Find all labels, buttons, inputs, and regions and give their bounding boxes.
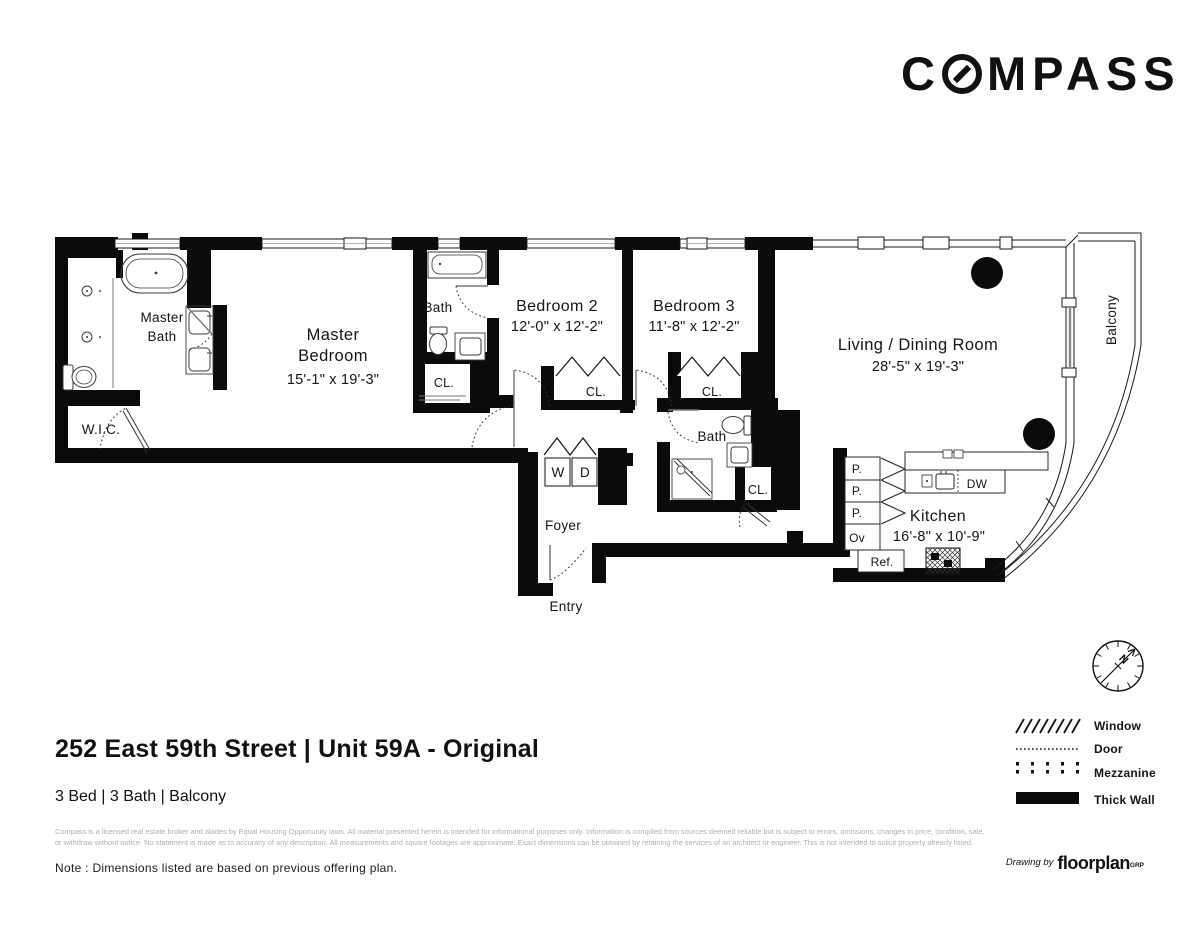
compass-rose-north-label: N <box>1116 652 1131 667</box>
logo-text-suffix: MPASS <box>986 47 1181 100</box>
label-balcony: Balcony <box>1104 294 1119 346</box>
label-dishwasher: DW <box>966 477 988 491</box>
floorplan-logo: floorplan <box>1057 853 1130 873</box>
legend-mezzanine-symbol <box>1016 762 1079 774</box>
legal-disclaimer-line1: Compass is a licensed real estate broker and abides by Equal Housing Opportunity laws. All material presented herein is intended for informational purposes only. Information is compiled from sources deemed reliable but is subject to errors, omissions, changes in price, condition, sale, <box>55 827 985 836</box>
drawing-credit <box>1006 855 1144 871</box>
label-washer: W <box>551 465 565 480</box>
legal-disclaimer-line2: or withdraw without notice. No statement is made as to accuracy of any description. All measurements and square footages are approximate. Exact dimensions can be obtained by retaining the services of an architect or engineer. This is not intended to solicit property already listed. <box>55 837 974 847</box>
legend <box>1016 719 1156 807</box>
label-wic: W.I.C. <box>81 422 121 437</box>
label-bath3-cl: CL. <box>747 483 769 497</box>
legal-disclaimer <box>55 827 1145 848</box>
kitchen-stove <box>926 548 960 574</box>
label-bedroom2-dims: 12'-0" x 12'-2" <box>510 319 604 335</box>
door-master-bath <box>188 308 212 350</box>
label-master-bedroom-1: Master <box>306 326 360 344</box>
floorplan-logo-suffix: GRP <box>1129 862 1144 869</box>
legend-thick-wall-label: Thick Wall <box>1094 793 1155 807</box>
label-kitchen: Kitchen <box>909 508 967 525</box>
living-glass-wall <box>813 235 1078 249</box>
page-subtitle: 3 Bed | 3 Bath | Balcony <box>55 788 227 805</box>
label-living: Living / Dining Room <box>837 336 999 354</box>
bath2-closet-shelf <box>419 396 466 400</box>
label-bedroom3-dims: 11'-8" x 12'-2" <box>648 319 740 335</box>
bifold-washer-dryer <box>544 438 596 455</box>
bifold-closet3 <box>676 357 740 376</box>
legend-window-label: Window <box>1094 719 1142 733</box>
legend-mezzanine-label: Mezzanine <box>1094 766 1156 780</box>
label-bath3: Bath <box>697 429 727 444</box>
label-pantry1: P. <box>851 462 863 476</box>
label-refrigerator: Ref. <box>870 555 894 569</box>
label-pantry2: P. <box>851 484 863 498</box>
credit-prefix: Drawing by <box>1005 857 1054 868</box>
label-kitchen-dims: 16'-8" x 10'-9" <box>892 529 986 545</box>
label-master-bedroom-2: Bedroom <box>298 347 368 365</box>
label-pantry3: P. <box>851 506 863 520</box>
legend-window-symbol <box>1016 719 1080 733</box>
label-oven: Ov <box>849 531 865 545</box>
legend-door-label: Door <box>1094 742 1123 756</box>
label-dryer: D <box>579 465 591 480</box>
label-bath2: Bath <box>423 300 453 315</box>
master-toilet <box>63 365 96 390</box>
bifold-closet2 <box>556 357 620 376</box>
label-bedroom3-cl: CL. <box>701 385 723 399</box>
master-bathtub <box>121 254 188 293</box>
compass-rose <box>1093 641 1143 691</box>
label-bedroom2-cl: CL. <box>585 385 607 399</box>
label-master-bedroom-dims: 15'-1" x 19'-3" <box>286 372 380 388</box>
page-title: 252 East 59th Street | Unit 59A - Original <box>55 735 540 763</box>
dimensions-note: Note : Dimensions listed are based on previous offering plan. <box>55 861 398 875</box>
label-bedroom3: Bedroom 3 <box>653 298 735 315</box>
door-bath2 <box>456 286 488 318</box>
door-bath3 <box>668 410 699 443</box>
legend-thick-wall-symbol <box>1016 792 1079 804</box>
label-bedroom2: Bedroom 2 <box>516 298 598 315</box>
label-master-bath-1: Master <box>140 310 184 325</box>
master-vanity <box>186 306 213 374</box>
door-entry <box>550 545 586 580</box>
balcony-walls <box>991 233 1141 580</box>
logo-text-prefix: C <box>901 47 941 100</box>
label-entry: Entry <box>549 599 583 614</box>
label-bath2-cl: CL. <box>433 376 455 390</box>
label-master-bath-2: Bath <box>147 329 177 344</box>
label-foyer: Foyer <box>544 518 582 533</box>
label-living-dims: 28'-5" x 19'-3" <box>871 359 965 375</box>
